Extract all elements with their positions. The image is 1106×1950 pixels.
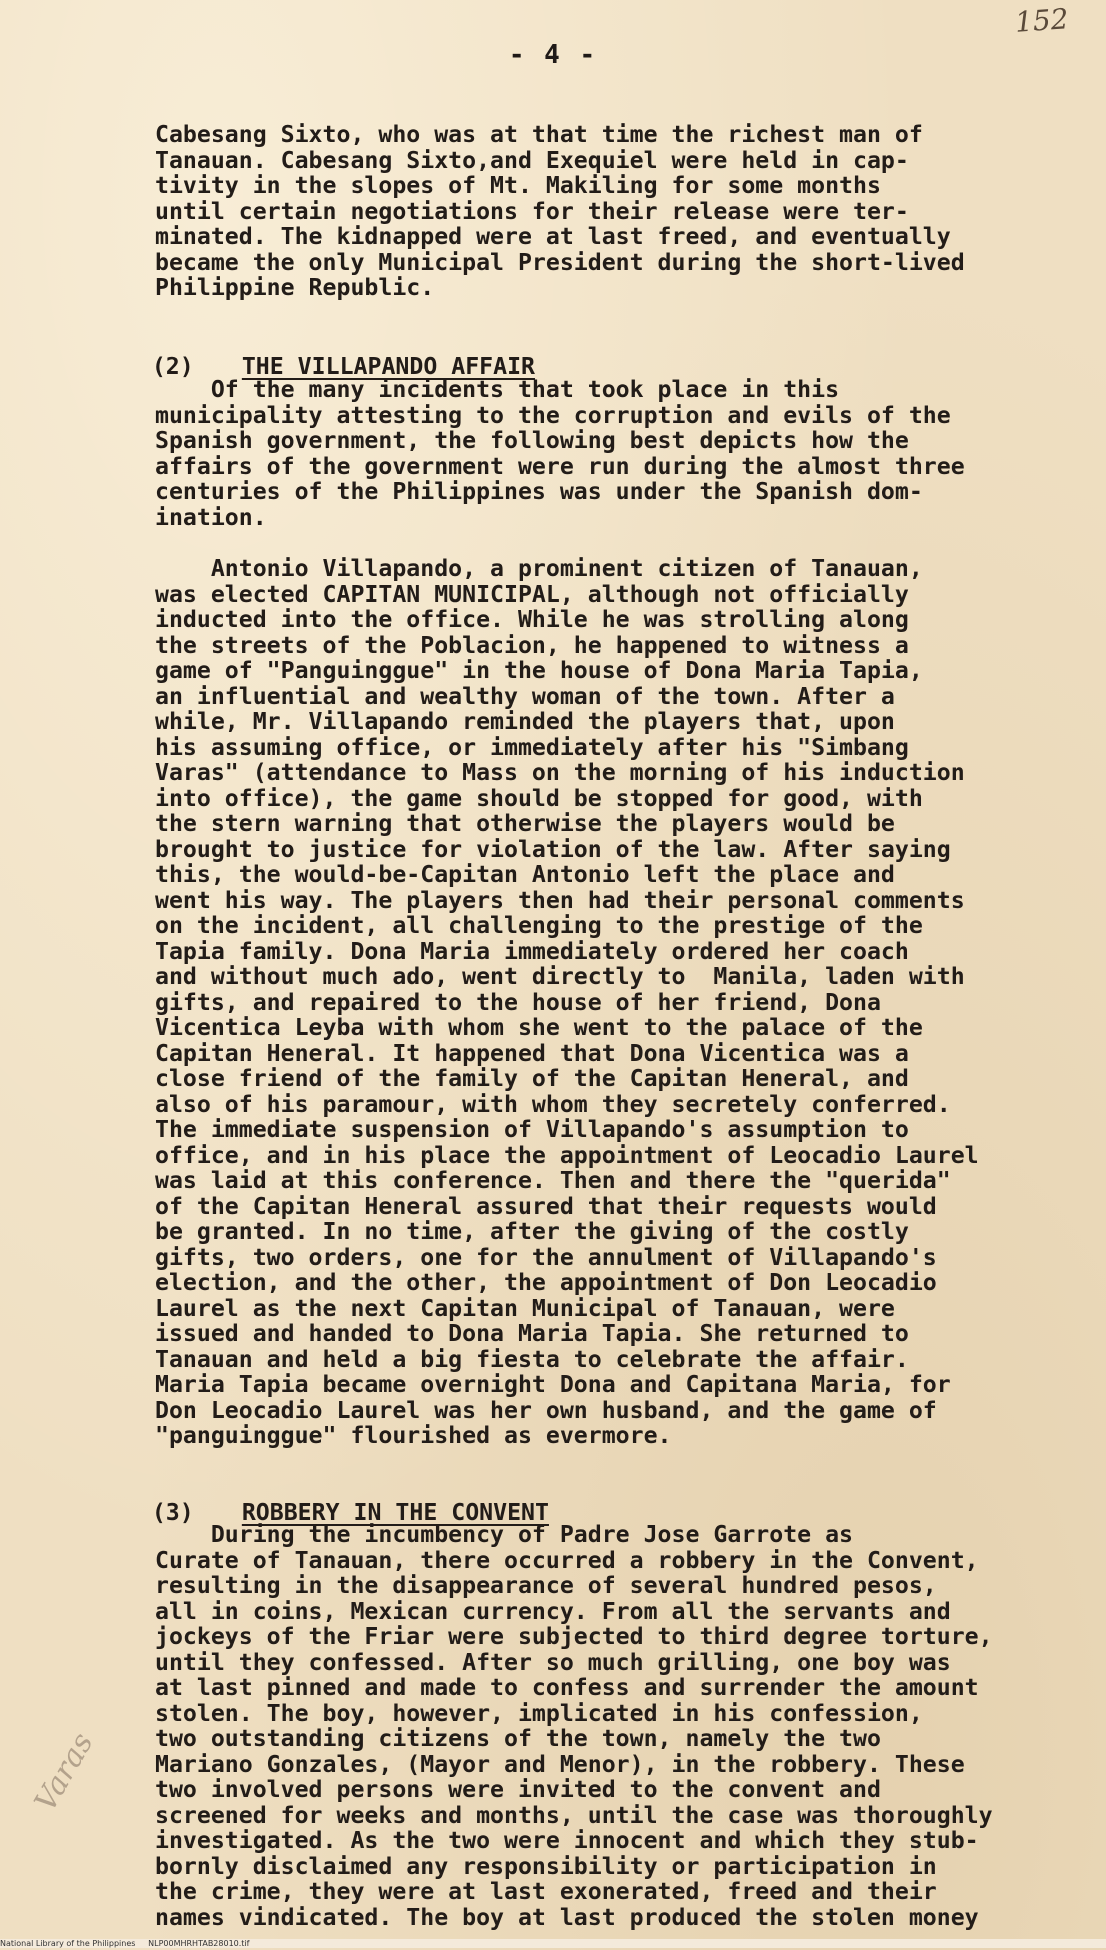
scan-footer: National Library of the Philippines NLP00MHRHTAB28010.tif: [0, 1939, 1106, 1948]
paragraph-villapando-2: Antonio Villapando, a prominent citizen of Tanauan, was elected CAPITAN MUNICIPAL, although not officially inducted into the office. While he was strolling along the streets of the Poblacion, he happened to witness a game of "Panguinggue" in the house of Dona Maria Tapia, an influential and wealthy woman of the town. After a while, Mr. Villapando reminded the players that, upon his assuming office, or immediately after his "Simbang Varas" (attendance to Mass on the morning of his induction into office), the game should be stopped for good, with the stern warning that otherwise the players would be brought to justice for violation of the law. After saying this, the would-be-Capitan Antonio left the place and went his way. The players then had their personal comments on the incident, all challenging to the prestige of the Tapia family. Dona Maria immediately ordered her coach and without much ado, went directly to Manila, laden with gifts, and repaired to the house of her friend, Dona Vicentica Leyba with whom she went to the palace of the Capitan Heneral. It happened that Dona Vicentica was a close friend of the family of the Capitan Heneral, and also of his paramour, with whom they secretely conferred. The immediate suspension of Villapando's assumption to office, and in his place the appointment of Leocadio Laurel was laid at this conference. Then and there the "querida" of the Capitan Heneral assured that their requests would be granted. In no time, after the giving of the costly gifts, two orders, one for the annulment of Villapando's election, and the other, the appointment of Don Leocadio Laurel as the next Capitan Municipal of Tanauan, were issued and handed to Dona Maria Tapia. She returned to Tanauan and held a big fiesta to celebrate the affair. Maria Tapia became overnight Dona and Capitana Maria, for Don Leocadio Laurel was her own husband, and the game of "panguinggue" flourished as evermore.: [155, 555, 979, 1449]
archive-page-number: 152: [1013, 2, 1070, 39]
paragraph-robbery-1: During the incumbency of Padre Jose Garrote as Curate of Tanauan, there occurred a robbery in the Convent, resulting in the disappearance of several hundred pesos, all in coins, Mexican currency. From all the servants and jockeys of the Friar were subjected to third degree torture, until they confessed. After so much grilling, one boy was at last pinned and made to confess and surrender the amount stolen. The boy, however, implicated in his confession, two outstanding citizens of the town, namely the two Mariano Gonzales, (Mayor and Menor), in the robbery. These two involved persons were invited to the convent and screened for weeks and months, until the case was thoroughly investigated. As the two were innocent and which they stub- bornly disclaimed any responsibility or participation in the crime, they were at last exonerated, freed and their names vindicated. The boy at last produced the stolen money: [155, 1521, 993, 1931]
heading-number: (3): [151, 1499, 194, 1526]
heading-title: ROBBERY IN THE CONVENT: [241, 1499, 549, 1526]
page-number: - 4 -: [508, 40, 598, 70]
paragraph-intro: Cabesang Sixto, who was at that time the richest man of Tanauan. Cabesang Sixto,and Exequiel were held in cap- tivity in the slopes of Mt. Makiling for some months until certain negotiations for their release were ter- minated. The kidnapped were at last freed, and eventually became the only Municipal President during the short-lived Philippine Republic.: [155, 121, 965, 301]
margin-handwriting: Varas: [28, 1726, 101, 1818]
heading-title: THE VILLAPANDO AFFAIR: [241, 353, 536, 380]
paragraph-villapando-1: Of the many incidents that took place in this municipality attesting to the corruption and evils of the Spanish government, the following best depicts how the affairs of the government were run during the almost three centuries of the Philippines was under the Spanish dom- ination.: [155, 376, 965, 531]
heading-number: (2): [151, 353, 194, 380]
